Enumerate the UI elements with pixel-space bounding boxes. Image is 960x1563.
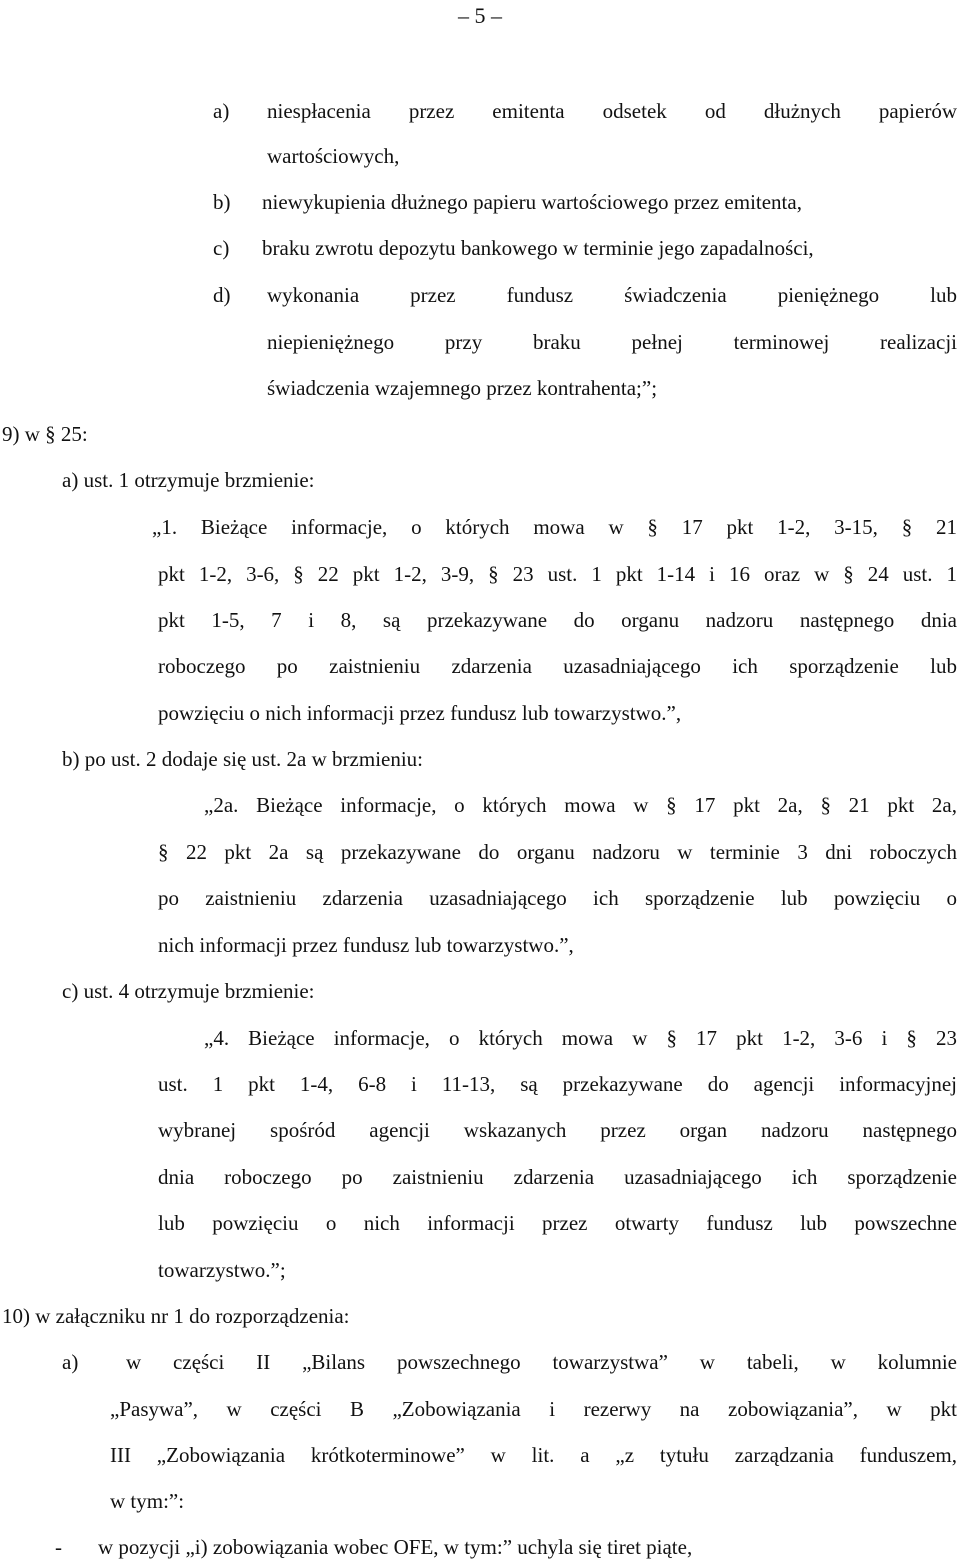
quoted-paragraph-line: dnia roboczego po zaistnieniu zdarzenia uzasadniającego ich sporządzenie (158, 1165, 957, 1189)
list-item-text: III „Zobowiązania krótkoterminowe” w lit. a „z tytułu zarządzania funduszem, (110, 1443, 957, 1467)
point-heading: 9) w § 25: (2, 422, 88, 446)
subpoint-heading: c) ust. 4 otrzymuje brzmienie: (62, 979, 315, 1003)
dash-marker: - (55, 1535, 62, 1559)
list-item-text: w pozycji „i) zobowiązania wobec OFE, w tym:” uchyla się tiret piąte, (98, 1535, 693, 1559)
quoted-paragraph-line: „2a. Bieżące informacje, o których mowa w § 17 pkt 2a, § 21 pkt 2a, (204, 793, 957, 817)
point-heading: 10) w załączniku nr 1 do rozporządzenia: (2, 1304, 350, 1328)
list-item-text: braku zwrotu depozytu bankowego w terminie jego zapadalności, (262, 236, 814, 260)
quoted-paragraph-line: lub powzięciu o nich informacji przez otwarty fundusz lub powszechne (158, 1211, 957, 1235)
quoted-paragraph-line: wybranej spośród agencji wskazanych przez organ nadzoru następnego (158, 1118, 957, 1142)
quoted-paragraph-line: roboczego po zaistnieniu zdarzenia uzasadniającego ich sporządzenie lub (158, 654, 957, 678)
list-item-text: „Pasywa”, w części B „Zobowiązania i rezerwy na zobowiązania”, w pkt (110, 1397, 957, 1421)
quoted-paragraph-line: pkt 1-5, 7 i 8, są przekazywane do organu nadzoru następnego dnia (158, 608, 957, 632)
list-item-text: świadczenia wzajemnego przez kontrahenta;”; (267, 376, 658, 400)
list-item-text: w części II „Bilans powszechnego towarzystwa” w tabeli, w kolumnie (126, 1350, 957, 1374)
subpoint-heading: b) po ust. 2 dodaje się ust. 2a w brzmieniu: (62, 747, 424, 771)
quoted-paragraph-line: nich informacji przez fundusz lub towarzystwo.”, (158, 933, 574, 957)
quoted-paragraph-line: § 22 pkt 2a są przekazywane do organu nadzoru w terminie 3 dni roboczych (158, 840, 957, 864)
item-marker: a) (213, 99, 230, 123)
list-item-text: wykonania przez fundusz świadczenia pieniężnego lub (267, 283, 957, 307)
quoted-paragraph-line: powzięciu o nich informacji przez fundusz lub towarzystwo.”, (158, 701, 682, 725)
quoted-paragraph-line: ust. 1 pkt 1-4, 6-8 i 11-13, są przekazywane do agencji informacyjnej (158, 1072, 957, 1096)
quoted-paragraph-line: towarzystwo.”; (158, 1258, 286, 1282)
item-marker: c) (213, 236, 230, 260)
item-marker: d) (213, 283, 231, 307)
quoted-paragraph-line: pkt 1-2, 3-6, § 22 pkt 1-2, 3-9, § 23 ust. 1 pkt 1-14 i 16 oraz w § 24 ust. 1 (158, 562, 957, 586)
quoted-paragraph-line: „4. Bieżące informacje, o których mowa w § 17 pkt 1-2, 3-6 i § 23 (204, 1026, 957, 1050)
page-number: – 5 – (458, 3, 502, 28)
item-marker: b) (213, 190, 231, 214)
list-item-text: wartościowych, (267, 144, 400, 168)
subpoint-heading: a) ust. 1 otrzymuje brzmienie: (62, 468, 315, 492)
list-item-text: niepieniężnego przy braku pełnej terminowej realizacji (267, 330, 957, 354)
list-item-text: niewykupienia dłużnego papieru wartościowego przez emitenta, (262, 190, 802, 214)
list-item-text: niespłacenia przez emitenta odsetek od dłużnych papierów (267, 99, 957, 123)
item-marker: a) (62, 1350, 79, 1374)
quoted-paragraph-line: „1. Bieżące informacje, o których mowa w § 17 pkt 1-2, 3-15, § 21 (152, 515, 957, 539)
quoted-paragraph-line: po zaistnieniu zdarzenia uzasadniającego ich sporządzenie lub powzięciu o (158, 886, 957, 910)
list-item-text: w tym:”: (110, 1489, 185, 1513)
